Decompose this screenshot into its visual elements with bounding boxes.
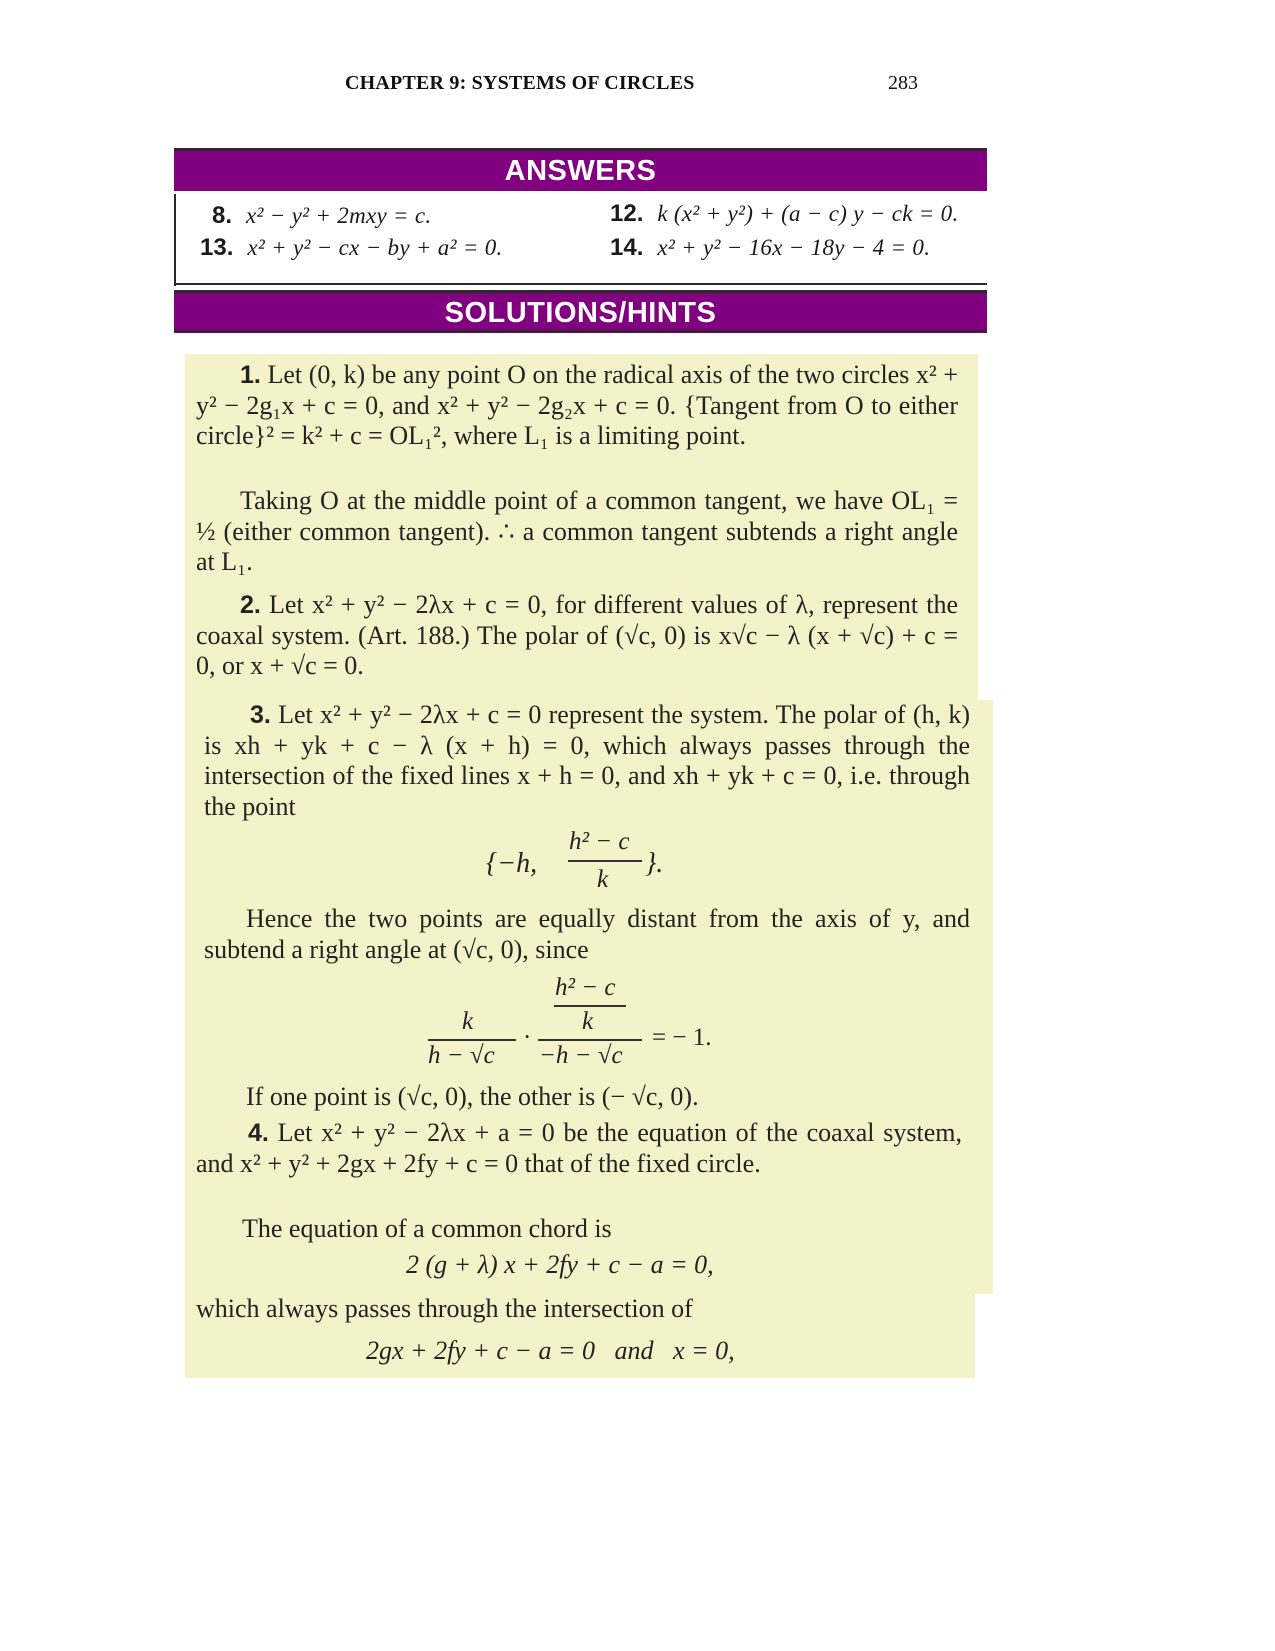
solutions-heading: SOLUTIONS/HINTS [174, 290, 987, 333]
solution-text: If one point is (√c, 0), the other is (− √c, 0). [246, 1082, 699, 1111]
solution-4 [196, 1118, 962, 1179]
eq-right-numerator-top: h² − c [555, 974, 616, 1001]
answer-item [610, 234, 930, 262]
answers-list [174, 194, 989, 286]
eq-dot: · [523, 1024, 532, 1051]
answer-expression: k (x² + y²) + (a − c) y − ck = 0. [657, 201, 959, 226]
solution-4-continued [196, 1294, 962, 1325]
divider [174, 283, 987, 285]
point-left: {−h, [486, 848, 538, 879]
solution-4-continued [242, 1214, 962, 1245]
page-number: 283 [888, 72, 918, 94]
solution-text: Let x² + y² − 2λx + a = 0 be the equation of the coaxal system, and x² + y² + 2gx + 2fy + c = 0 that of the fixed circle. [196, 1118, 962, 1178]
answer-expression: x² + y² − 16x − 18y − 4 = 0. [657, 235, 931, 260]
solution-1 [196, 360, 958, 452]
fraction-bar [554, 1005, 626, 1007]
answer-expression: x² − y² + 2mxy = c. [246, 203, 432, 228]
solution-number: 1. [240, 361, 261, 389]
eq-right-denominator: −h − √c [539, 1042, 623, 1069]
solution-1-continued [196, 486, 958, 578]
solution-text: which always passes through the intersection of [196, 1294, 693, 1323]
solution-text: Taking O at the middle point of a common tangent, we have OL₁ = ½ (either common tangent). ∴ a common tangent subtends a right angle at L₁. [196, 486, 958, 576]
solution-text: Let x² + y² − 2λx + c = 0, for different values of λ, represent the coaxal system. (Art. 188.) The polar of (√c, 0) is x√c − λ (x + √c) + c = 0, or x + √c = 0. [196, 590, 958, 680]
answer-item [610, 200, 959, 228]
eq-right-numerator-bottom: k [582, 1008, 594, 1035]
answer-number: 14. [610, 234, 644, 261]
answer-number: 8. [212, 202, 233, 229]
solution-text: The equation of a common chord is [242, 1214, 612, 1243]
point-numerator: h² − c [569, 828, 630, 855]
intersection-equation: 2gx + 2fy + c − a = 0 and x = 0, [366, 1336, 735, 1365]
answer-number: 12. [610, 200, 644, 227]
chapter-title: CHAPTER 9: SYSTEMS OF CIRCLES [345, 72, 695, 94]
answer-item [200, 234, 503, 262]
solution-3 [204, 700, 970, 822]
answers-heading: ANSWERS [174, 148, 987, 191]
answer-expression: x² + y² − cx − by + a² = 0. [247, 235, 503, 260]
solution-text: Let (0, k) be any point O on the radical axis of the two circles x² + y² − 2g₁x + c = 0, and x² + y² − 2g₂x + c = 0. {Tangent from O to either circle}² = k² + c = OL₁², where L₁ is a limiting point. [196, 360, 958, 450]
fraction-bar [568, 860, 642, 862]
page-header [0, 72, 1275, 102]
solution-2 [196, 590, 958, 682]
point-right: }. [645, 848, 664, 879]
answer-number: 13. [200, 234, 234, 261]
fraction-bar [428, 1039, 516, 1041]
solution-number: 4. [248, 1119, 269, 1147]
fraction-bar [538, 1039, 642, 1041]
solution-text: Hence the two points are equally distant from the axis of y, and subtend a right angle at (√c, 0), since [204, 904, 970, 964]
eq-left-denominator: h − √c [428, 1042, 495, 1069]
solution-3-conclusion [246, 1082, 966, 1113]
solution-number: 3. [250, 701, 271, 729]
divider [174, 330, 987, 332]
solution-3-continued [204, 904, 970, 965]
eq-left-numerator: k [462, 1008, 474, 1035]
common-chord-equation: 2 (g + λ) x + 2fy + c − a = 0, [406, 1250, 714, 1279]
solution-number: 2. [240, 591, 261, 619]
solution-text: Let x² + y² − 2λx + c = 0 represent the system. The polar of (h, k) is xh + yk + c − λ (x + h) = 0, which always passes through the intersection of the fixed lines x + h = 0, and xh + yk + c = 0, i.e. through the point [204, 700, 970, 821]
point-denominator: k [597, 866, 609, 893]
eq-result: = − 1. [652, 1024, 712, 1051]
answer-item [212, 202, 431, 230]
